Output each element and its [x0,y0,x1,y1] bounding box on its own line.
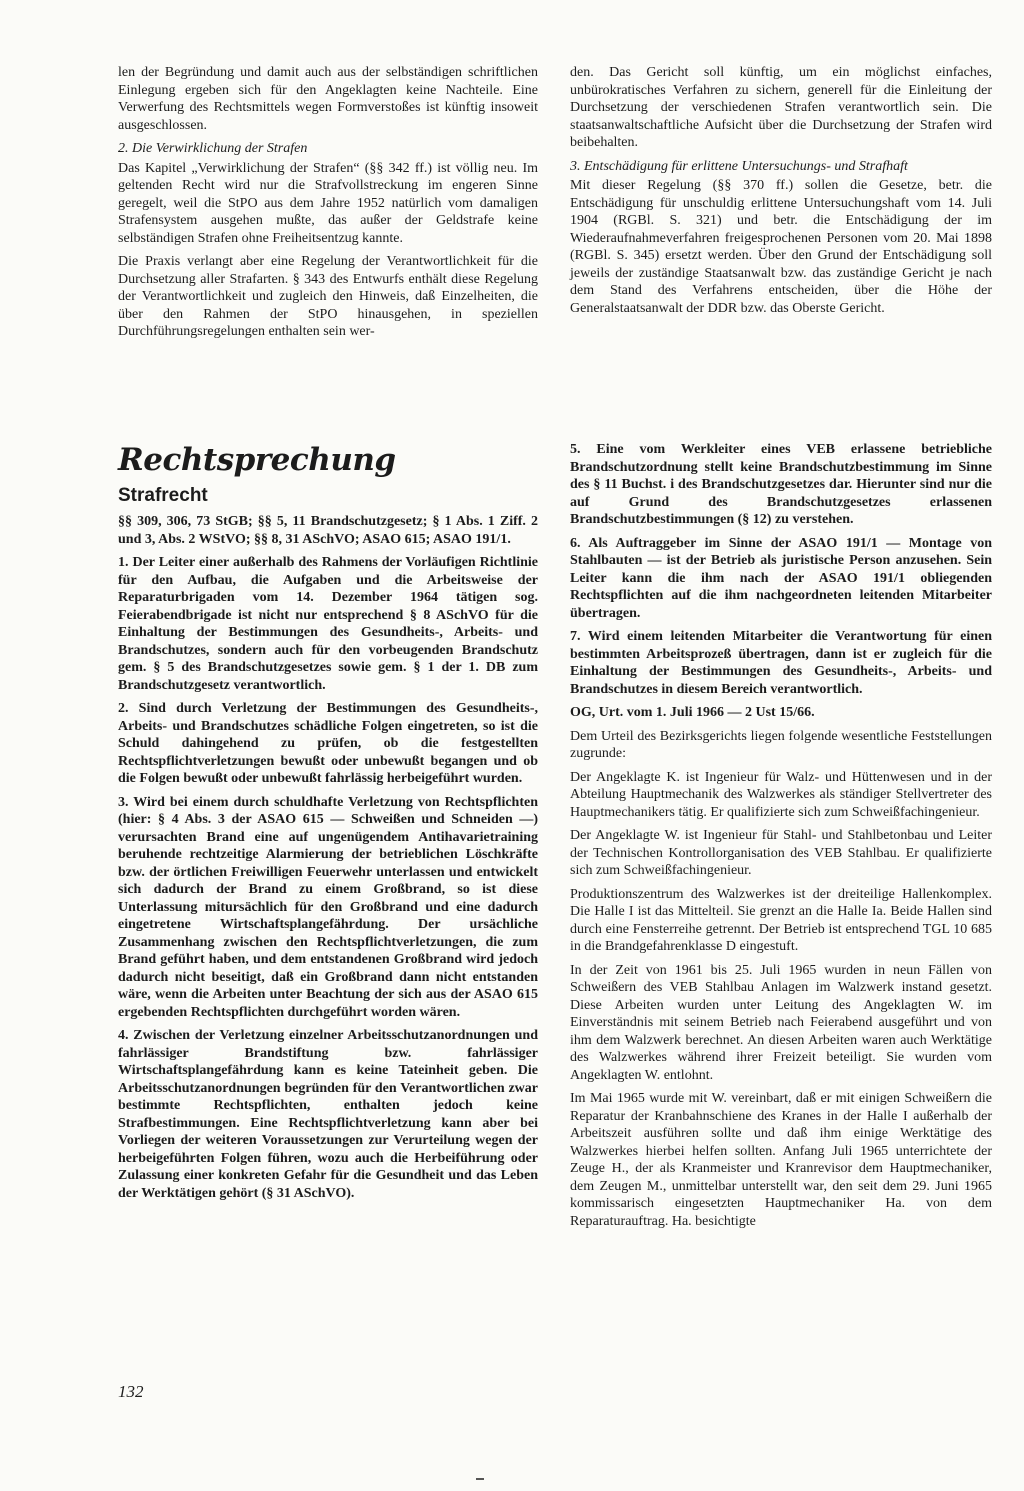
right-column-bottom [570,441,992,1231]
paragraph: Produktionszentrum des Walzwerkes ist der dreiteilige Hallenkomplex. Die Halle I ist das Mittelteil. Sie grenzt an die Halle Ia. Beide Hallen sind durch eine Fensterreihe getrennt. Der Betrieb ist entsprechend TGL 10 685 in die Brandgefahrenklasse D eingestuft. [570,886,992,954]
left-column-bottom [118,441,538,1203]
headnote-3: 3. Wird bei einem durch schuldhafte Verletzung von Rechtspflichten (hier: § 4 Abs. 3 der ASAO 615 — Schweißen und Schneiden —) verursachten Brand eine auf ungenügendem Antihavarietraining beruhende rechtzeitige Alarmierung der betrieblichen Löschkräfte bzw. der örtlichen Freiwilligen Feuerwehr unterlassen und entwickelt sich dadurch der Brand zu einem Großbrand, so ist diese Unterlassung mitursächlich für den Großbrand und eine dadurch eingetretene Wirtschaftsplangefährdung. Der ursächliche Zusammenhang zwischen den Rechtspflichtverletzungen, die zum Brand geführt haben, und dem entstandenen Großbrand wird jedoch dadurch nicht beseitigt, daß ein Großbrand dann nicht entstanden wäre, wenn die Arbeiten unter Beachtung der sich aus der ASAO 615 ergebenden Rechtspflichten durchgeführt worden wären. [118,794,538,1020]
headnote-6: 6. Als Auftraggeber im Sinne der ASAO 191/1 — Montage von Stahlbauten — ist der Betrieb als juristische Person anzusehen. Sein Leiter kann die ihm nach der ASAO 191/1 obliegenden Rechtspflichten auf die ihm nachgeordneten leitenden Mitarbeiter übertragen. [570,535,992,621]
headnote-5: 5. Eine vom Werkleiter eines VEB erlassene betriebliche Brandschutzordnung stellt keine Brandschutzbestimmung im Sinne des § 11 Buchst. i des Brandschutzgesetzes dar. Hierunter sind nur die auf Grund des Brandschutzgesetzes erlassenen Brandschutzbestimmungen (§ 12) zu verstehen. [570,442,992,527]
right-column-top [570,64,992,318]
citation: OG, Urt. vom 1. Juli 1966 — 2 Ust 15/66. [570,705,815,720]
left-column-top [118,64,538,342]
paragraph: den. Das Gericht soll künftig, um ein möglichst einfaches, unbürokratisches Verfahren zu sichern, generell für die Einleitung der Durchsetzung der verschiedenen Strafen verantwortlich sein. Die staatsanwaltschaftliche Aufsicht über die Durchsetzung der Strafen wird beibehalten. [570,65,992,150]
section-title: Rechtsprechung [118,442,396,478]
paragraph: In der Zeit von 1961 bis 25. Juli 1965 wurden in neun Fällen von Schweißern des VEB Stahlbau Anlagen im Walzwerk instand gesetzt. Diese Arbeiten wurden unter Leitung des Angeklagten W. im Einverständnis mit seinem Betrieb nach Feierabend ausgeführt und von ihm dem Walzwerk berechnet. An diesen Arbeiten waren auch Werktätige des Walzwerkes während ihrer Freizeit beteiligt. Sie wurden vom Angeklagten W. entlohnt. [570,962,992,1083]
headnote-2: 2. Sind durch Verletzung der Bestimmungen des Gesundheits-, Arbeits- und Brandschutzes schädliche Folgen eingetreten, so ist die Schuld dahingehend zu prüfen, ob die festgestellten Rechtspflichtverletzungen bewußt oder unbewußt begangen und ob die Folgen bewußt oder unbewußt fahrlässig herbeigeführt wurden. [118,701,538,786]
headnote-4: 4. Zwischen der Verletzung einzelner Arbeitsschutzanordnungen und fahrlässiger Brandstiftung bzw. fahrlässiger Wirtschaftsplangefährdung kann es keine Tateinheit geben. Die Arbeitsschutzanordnungen begründen für den Verantwortlichen zwar bestimmte Rechtspflichten, enthalten jedoch keine Strafbestimmungen. Eine Rechtspflichtverletzung kann aber bei Vorliegen der weiteren Voraussetzungen zur Verurteilung wegen der herbeigeführten Folgen führen, wozu auch die Herbeiführung oder Zulassung einer konkreten Gefahr für die Gesundheit und das Leben der Werktätigen gehört (§ 31 ASchVO). [118,1028,538,1201]
page-number: 132 [118,1382,144,1401]
paragraph: Im Mai 1965 wurde mit W. vereinbart, daß er mit einigen Schweißern die Reparatur der Kranbahnschiene des Kranes in der Halle I außerhalb der Arbeitszeit ausführen sollte und daß ihm einige Werktätige des Walzwerkes hierbei helfen sollten. Anfang Juli 1965 unterrichtete der Zeuge H., der als Kranmeister und Kranrevisor dem Hauptmechaniker, dem Zeugen M., unmittelbar unterstellt war, den seit dem 29. Juni 1965 kommissarisch eingesetzten Hauptmechaniker Ha. von dem Reparaturauftrag. Ha. besichtigte [570,1091,992,1229]
section-heading: 2. Die Verwirklichung der Strafen [118,141,308,156]
paragraph: Der Angeklagte W. ist Ingenieur für Stahl- und Stahlbetonbau und Leiter der Technischen Kontrollorganisation des VEB Stahlbau. Er qualifizierte sich zum Schweißfachingenieur. [570,828,992,878]
paragraph: Mit dieser Regelung (§§ 370 ff.) sollen die Gesetze, betr. die Entschädigung für unschuldig erlittene Untersuchungshaft vom 14. Juli 1904 (RGBl. S. 321) und betr. die Entschädigung der im Wiederaufnahmeverfahren freigesprochenen Personen vom 20. Mai 1898 (RGBl. S. 345) ersetzt werden. Über den Grund der Entschädigung soll jeweils der zuständige Staatsanwalt bzw. das zuständige Gericht je nach dem Stand des Verfahrens entscheiden, über die Höhe der Generalstaatsanwalt der DDR bzw. das Oberste Gericht. [570,178,992,316]
headnote-1: 1. Der Leiter einer außerhalb des Rahmens der Vorläufigen Richtlinie für den Aufbau, die Aufgaben und die Arbeitsweise der Reparaturbrigaden vom 14. Dezember 1964 tätigen sog. Feierabendbrigade ist nicht nur entsprechend § 8 ASchVO für die Einhaltung der Bestimmungen des Gesundheits-, Arbeits- und Brandschutzes, sondern auch für den vorbeugenden Brandschutz gem. § 5 des Brandschutzgesetzes sowie gem. § 1 der 1. DB zum Brandschutzgesetz verantwortlich. [118,555,538,693]
paragraph: Dem Urteil des Bezirksgerichts liegen folgende wesentliche Feststellungen zugrunde: [570,728,992,761]
paragraph: len der Begründung und damit auch aus der selbständigen schriftlichen Einlegung ergeben sich für den Angeklagten keine Nachteile. Eine Verwerfung des Rechtsmittels wegen Formverstoßes ist künftig insoweit ausgeschlossen. [118,65,538,133]
headnote-7: 7. Wird einem leitenden Mitarbeiter die Verantwortung für einen bestimmten Arbeitsprozeß übertragen, dann ist er zugleich für die Einhaltung der Bestimmungen des Gesundheits-, Arbeits- und Brandschutzes in diesem Bereich verantwortlich. [570,629,992,697]
scan-mark [476,1478,484,1480]
sub-title: Strafrecht [118,485,208,506]
paragraph: Der Angeklagte K. ist Ingenieur für Walz- und Hüttenwesen und in der Abteilung Hauptmechanik des Walzwerkes als ständiger Stellvertreter des Hauptmechanikers tätig. Er qualifizierte sich zum Schweißfachingenieur. [570,769,992,820]
paragraph: Das Kapitel „Verwirklichung der Strafen“ (§§ 342 ff.) ist völlig neu. Im geltenden Recht wird nur die Strafvollstreckung im engeren Sinne geregelt, weil die StPO aus dem Jahre 1952 natürlich vom damaligen Strafensystem ausgehen mußte, das außer der Geldstrafe keine selbständigen Strafen ohne Freiheitsentzug kannte. [118,160,538,246]
paragraph: Die Praxis verlangt aber eine Regelung der Verantwortlichkeit für die Durchsetzung aller Strafarten. § 343 des Entwurfs enthält diese Regelung der Verantwortlichkeit und zugleich den Hinweis, daß Einzelheiten, die über den Rahmen der StPO hinausgehen, in speziellen Durchführungsregelungen enthalten sein wer- [118,254,538,339]
section-heading: 3. Entschädigung für erlittene Untersuchungs- und Strafhaft [570,158,908,174]
norms-reference: §§ 309, 306, 73 StGB; §§ 5, 11 Brandschutzgesetz; § 1 Abs. 1 Ziff. 2 und 3, Abs. 2 WStVO; §§ 8, 31 ASchVO; ASAO 615; ASAO 191/1. [118,514,538,547]
